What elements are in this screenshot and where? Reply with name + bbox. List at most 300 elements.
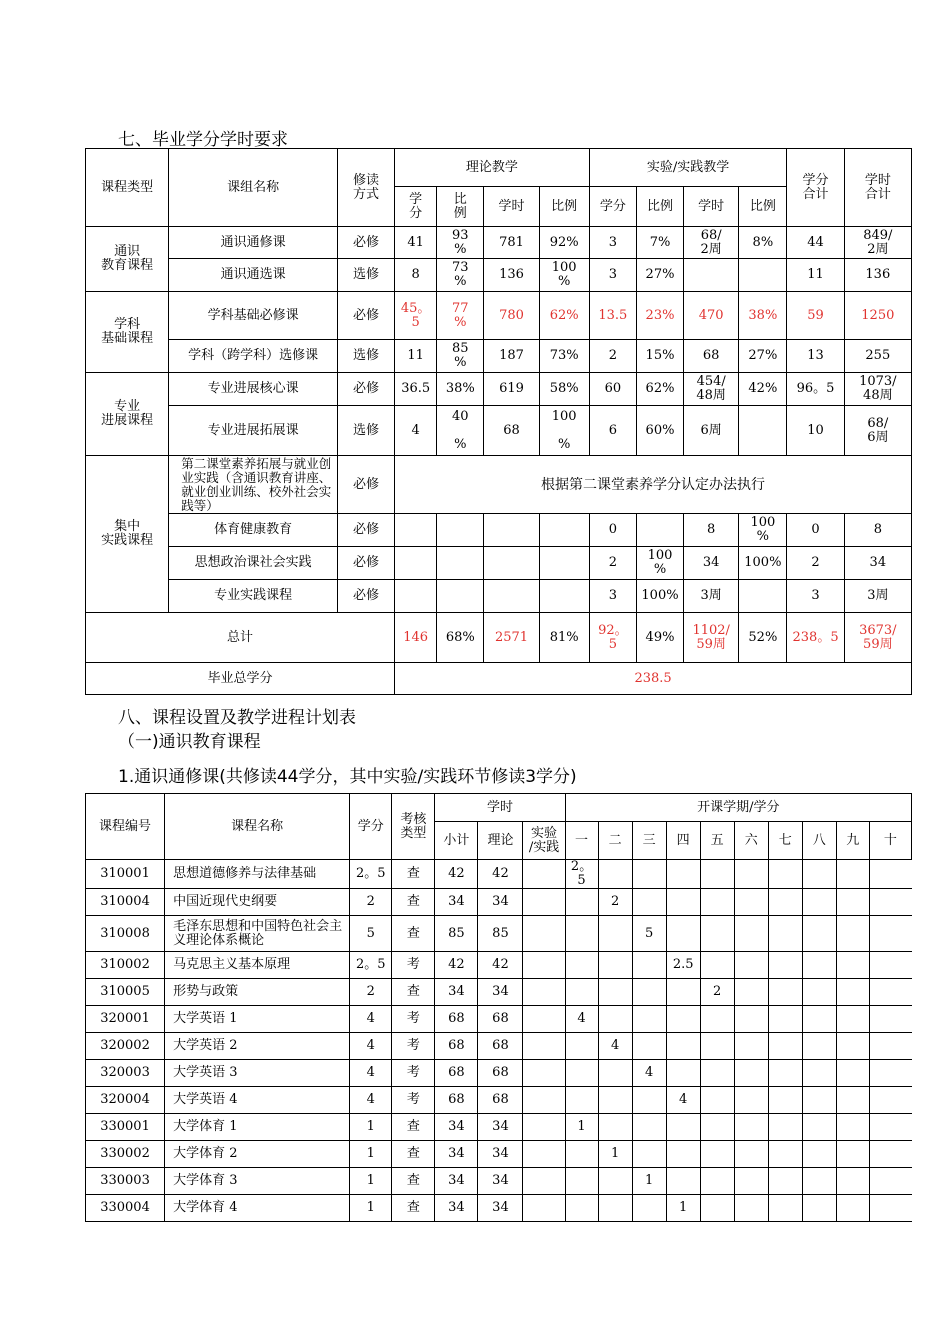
course-code: 320004 [86,1087,165,1114]
hours-subtotal: 68 [435,1033,478,1060]
table-row [86,259,912,292]
term-cell [598,1168,632,1195]
value-cell: 8 [684,514,739,547]
value-cell: 3 [589,580,636,613]
hours-subtotal: 34 [435,1114,478,1141]
value-cell: 60% [636,406,683,456]
exam-type: 考 [392,1006,435,1033]
term-cell [869,1033,911,1060]
header-group-name: 课组名称 [169,149,338,227]
value-cell: 6 [589,406,636,456]
section8-title: 八、课程设置及教学进程计划表 [118,708,356,728]
value-cell: 13 [787,340,844,373]
term-cell [869,860,911,889]
hours-lab [523,1087,565,1114]
term-cell [632,860,666,889]
term-cell [565,952,598,979]
value-cell [684,259,739,292]
hours-subtotal: 34 [435,1168,478,1195]
term-cell [666,860,700,889]
value-cell: 92% [539,227,589,259]
term-cell [565,1195,598,1222]
term-cell [734,1087,768,1114]
study-mode: 必修 [337,456,394,514]
term-cell [836,1060,869,1087]
term-cell [598,1060,632,1087]
value-cell: 44 [787,227,844,259]
value-cell [484,580,539,613]
term-cell [836,1006,869,1033]
term-cell [768,1141,802,1168]
value-cell [484,547,539,580]
header-credit: 学分 [589,187,636,227]
term-cell [869,889,911,916]
hours-lab [523,952,565,979]
category-general: 通识 教育课程 [86,227,169,292]
course-name: 大学体育 1 [165,1114,350,1141]
hours-lab [523,1060,565,1087]
course-name: 大学英语 4 [165,1087,350,1114]
term-cell: 4 [632,1060,666,1087]
term-cell [836,952,869,979]
term-cell [666,889,700,916]
exam-type: 考 [392,1060,435,1087]
term-cell [734,889,768,916]
total-value: 68% [437,613,484,663]
term-cell [802,1006,836,1033]
header-credit: 学分 [350,794,392,860]
header-theory: 理论教学 [395,149,590,187]
value-cell: 4 [395,406,437,456]
total-value: 2571 [484,613,539,663]
exam-type: 查 [392,860,435,889]
course-name: 大学体育 2 [165,1141,350,1168]
term-cell [598,979,632,1006]
course-name: 大学体育 3 [165,1168,350,1195]
course-code: 310005 [86,979,165,1006]
term-cell [700,1195,734,1222]
hours-subtotal: 42 [435,952,478,979]
term-cell [836,1141,869,1168]
hours-theory: 34 [478,1195,523,1222]
value-cell: 1250 [844,292,911,340]
term-cell [632,1033,666,1060]
value-cell: 100 % [636,547,683,580]
value-cell: 187 [484,340,539,373]
term-cell [700,889,734,916]
category-practice: 集中 实践课程 [86,456,169,613]
term-cell: 4 [666,1087,700,1114]
header-ratio: 比 例 [437,187,484,227]
total-value: 81% [539,613,589,663]
exam-type: 查 [392,1114,435,1141]
course-credit: 4 [350,1033,392,1060]
term-cell: 4 [598,1033,632,1060]
value-cell: 11 [395,340,437,373]
value-cell: 58% [539,373,589,406]
header-term: 九 [836,822,869,860]
value-cell [437,580,484,613]
course-code: 330001 [86,1114,165,1141]
group-name: 体育健康教育 [169,514,338,547]
term-cell [836,1087,869,1114]
term-cell: 1 [666,1195,700,1222]
hours-subtotal: 68 [435,1060,478,1087]
header-term: 四 [666,822,700,860]
value-cell: 62% [636,373,683,406]
term-cell [869,1141,911,1168]
value-cell: 68 [484,406,539,456]
term-cell [598,1087,632,1114]
value-cell: 68/ 6周 [844,406,911,456]
term-cell: 4 [565,1006,598,1033]
table-row [86,1141,912,1168]
term-cell [598,1114,632,1141]
term-cell [734,1114,768,1141]
table-row [86,889,912,916]
value-cell: 15% [636,340,683,373]
table-row [86,1195,912,1222]
value-cell: 100% [636,580,683,613]
hours-theory: 34 [478,1141,523,1168]
exam-type: 查 [392,1141,435,1168]
course-code: 330003 [86,1168,165,1195]
hours-theory: 34 [478,979,523,1006]
course-name: 毛泽东思想和中国特色社会主义理论体系概论 [165,916,350,952]
term-cell [565,1033,598,1060]
term-cell [802,979,836,1006]
value-cell [539,514,589,547]
header-hours: 学时 [435,794,565,822]
value-cell: 23% [636,292,683,340]
value-cell [395,514,437,547]
hours-lab [523,916,565,952]
term-cell [768,1168,802,1195]
value-cell: 10 [787,406,844,456]
general-course-table [85,793,912,1222]
value-cell: 3 [589,259,636,292]
value-cell: 62% [539,292,589,340]
term-cell [802,1168,836,1195]
term-cell [700,1006,734,1033]
term-cell [632,1141,666,1168]
value-cell: 8% [739,227,787,259]
term-cell [700,1060,734,1087]
header-study-mode: 修读 方式 [337,149,394,227]
value-cell: 1073/ 48周 [844,373,911,406]
study-mode: 必修 [337,373,394,406]
value-cell: 38% [437,373,484,406]
grad-row [86,663,912,695]
header-term: 六 [734,822,768,860]
exam-type: 考 [392,1033,435,1060]
header-lab: 实验 /实践 [523,822,565,860]
table-row [86,456,912,514]
value-cell: 11 [787,259,844,292]
course-credit: 1 [350,1168,392,1195]
term-cell [836,1033,869,1060]
table-row [86,1033,912,1060]
category-major: 专业 进展课程 [86,373,169,456]
term-cell [836,916,869,952]
term-cell: 1 [632,1168,666,1195]
term-cell [632,1195,666,1222]
table-row [86,1087,912,1114]
course-code: 310002 [86,952,165,979]
total-value: 92。 5 [589,613,636,663]
course-credit: 1 [350,1114,392,1141]
term-cell [836,1168,869,1195]
table-row [86,1114,912,1141]
term-cell [802,860,836,889]
hours-subtotal: 68 [435,1006,478,1033]
hours-lab [523,1006,565,1033]
value-cell: 3周 [844,580,911,613]
value-cell: 0 [589,514,636,547]
term-cell [768,1087,802,1114]
value-cell: 255 [844,340,911,373]
header-term: 三 [632,822,666,860]
course-code: 310008 [86,916,165,952]
header-hours: 学时 [684,187,739,227]
hours-theory: 68 [478,1087,523,1114]
exam-type: 查 [392,1195,435,1222]
total-value: 146 [395,613,437,663]
hours-theory: 68 [478,1033,523,1060]
value-cell: 454/ 48周 [684,373,739,406]
course-name: 大学体育 4 [165,1195,350,1222]
hours-lab [523,860,565,889]
course-credit: 2 [350,979,392,1006]
group-name: 思想政治课社会实践 [169,547,338,580]
value-cell: 27% [636,259,683,292]
value-cell [437,514,484,547]
course-credit: 2。5 [350,860,392,889]
hours-theory: 42 [478,952,523,979]
hours-theory: 34 [478,889,523,916]
term-cell [700,1114,734,1141]
value-cell: 100 % [539,259,589,292]
value-cell: 780 [484,292,539,340]
exam-type: 查 [392,889,435,916]
value-cell: 27% [739,340,787,373]
course-name: 思想道德修养与法律基础 [165,860,350,889]
value-cell: 8 [844,514,911,547]
term-cell [734,1195,768,1222]
value-cell [395,580,437,613]
exam-type: 查 [392,916,435,952]
hours-theory: 34 [478,1168,523,1195]
value-cell [539,580,589,613]
group-name: 专业进展拓展课 [169,406,338,456]
value-cell: 100% [739,547,787,580]
exam-type: 查 [392,979,435,1006]
term-cell [768,979,802,1006]
table-row [86,860,912,889]
header-term: 二 [598,822,632,860]
study-mode: 必修 [337,292,394,340]
term-cell [802,1114,836,1141]
hours-subtotal: 34 [435,1141,478,1168]
study-mode: 选修 [337,406,394,456]
hours-lab [523,979,565,1006]
term-cell [565,1087,598,1114]
value-cell: 3周 [684,580,739,613]
value-cell: 96。5 [787,373,844,406]
header-exam-type: 考核 类型 [392,794,435,860]
value-cell: 77 % [437,292,484,340]
term-cell [768,1006,802,1033]
term-cell [802,889,836,916]
course-code: 330002 [86,1141,165,1168]
total-value: 49% [636,613,683,663]
study-mode: 必修 [337,547,394,580]
header-ratio: 比例 [739,187,787,227]
course-credit: 4 [350,1006,392,1033]
total-row [86,613,912,663]
term-cell: 5 [632,916,666,952]
course-name: 大学英语 3 [165,1060,350,1087]
table-row [86,340,912,373]
term-cell [666,1114,700,1141]
term-cell: 2 [598,889,632,916]
value-cell: 781 [484,227,539,259]
table-row [86,916,912,952]
term-cell [869,1006,911,1033]
table-row [86,514,912,547]
term-cell [700,1141,734,1168]
term-cell [666,1033,700,1060]
table-row [86,292,912,340]
hours-subtotal: 34 [435,1195,478,1222]
term-cell [802,1141,836,1168]
course-credit: 2 [350,889,392,916]
value-cell [437,547,484,580]
course-credit: 5 [350,916,392,952]
course-credit: 2。5 [350,952,392,979]
term-cell [768,860,802,889]
term-cell [598,916,632,952]
term-cell [734,1006,768,1033]
table-row [86,547,912,580]
section8-subsection: 1.通识通修课(共修读44学分，其中实验/实践环节修读3学分) [118,767,577,787]
value-cell: 6周 [684,406,739,456]
header-hours-total: 学时 合计 [844,149,911,227]
term-cell [565,1060,598,1087]
term-cell [768,1033,802,1060]
value-cell: 34 [844,547,911,580]
value-cell: 13.5 [589,292,636,340]
term-cell [632,889,666,916]
value-cell: 68 [684,340,739,373]
table-row [86,952,912,979]
term-cell [666,916,700,952]
term-cell [734,860,768,889]
header-ratio: 比例 [636,187,683,227]
value-cell: 3 [787,580,844,613]
course-credit: 4 [350,1060,392,1087]
header-credit: 学 分 [395,187,437,227]
hours-subtotal: 42 [435,860,478,889]
value-cell: 73 % [437,259,484,292]
group-name: 通识通选课 [169,259,338,292]
term-cell [836,1114,869,1141]
value-cell: 36.5 [395,373,437,406]
term-cell [869,1195,911,1222]
value-cell: 38% [739,292,787,340]
course-credit: 1 [350,1195,392,1222]
value-cell: 100 % [539,406,589,456]
total-value: 52% [739,613,787,663]
exam-type: 考 [392,1087,435,1114]
course-code: 320002 [86,1033,165,1060]
term-cell [565,1141,598,1168]
hours-subtotal: 68 [435,1087,478,1114]
term-cell [734,1033,768,1060]
value-cell: 41 [395,227,437,259]
course-credit: 4 [350,1087,392,1114]
table-row [86,580,912,613]
value-cell: 2 [787,547,844,580]
term-cell [836,860,869,889]
total-value: 238。5 [787,613,844,663]
term-cell [700,1033,734,1060]
hours-theory: 85 [478,916,523,952]
term-cell [632,952,666,979]
value-cell: 2 [589,547,636,580]
term-cell [598,1006,632,1033]
header-term: 五 [700,822,734,860]
value-cell: 34 [684,547,739,580]
course-credit: 1 [350,1141,392,1168]
value-cell [484,514,539,547]
course-name: 大学英语 2 [165,1033,350,1060]
term-cell [802,1087,836,1114]
table-row [86,1006,912,1033]
value-cell: 3 [589,227,636,259]
group-name: 学科（跨学科）选修课 [169,340,338,373]
value-cell: 60 [589,373,636,406]
value-cell [739,406,787,456]
term-cell [768,952,802,979]
header-credit-total: 学分 合计 [787,149,844,227]
value-cell: 470 [684,292,739,340]
group-name: 专业进展核心课 [169,373,338,406]
term-cell [802,1033,836,1060]
total-label: 总计 [86,613,395,663]
term-cell [768,889,802,916]
course-name: 中国近现代史纲要 [165,889,350,916]
value-cell: 8 [395,259,437,292]
hours-lab [523,1033,565,1060]
term-cell [700,916,734,952]
term-cell [734,1141,768,1168]
total-value: 3673/ 59周 [844,613,911,663]
hours-subtotal: 85 [435,916,478,952]
study-mode: 必修 [337,514,394,547]
header-term: 一 [565,822,598,860]
group-name: 学科基础必修课 [169,292,338,340]
term-cell: 1 [565,1114,598,1141]
hours-lab [523,889,565,916]
course-code: 310001 [86,860,165,889]
term-cell [565,889,598,916]
table-row [86,1060,912,1087]
term-cell [598,952,632,979]
term-cell [734,916,768,952]
term-cell [598,1195,632,1222]
header-term: 八 [802,822,836,860]
